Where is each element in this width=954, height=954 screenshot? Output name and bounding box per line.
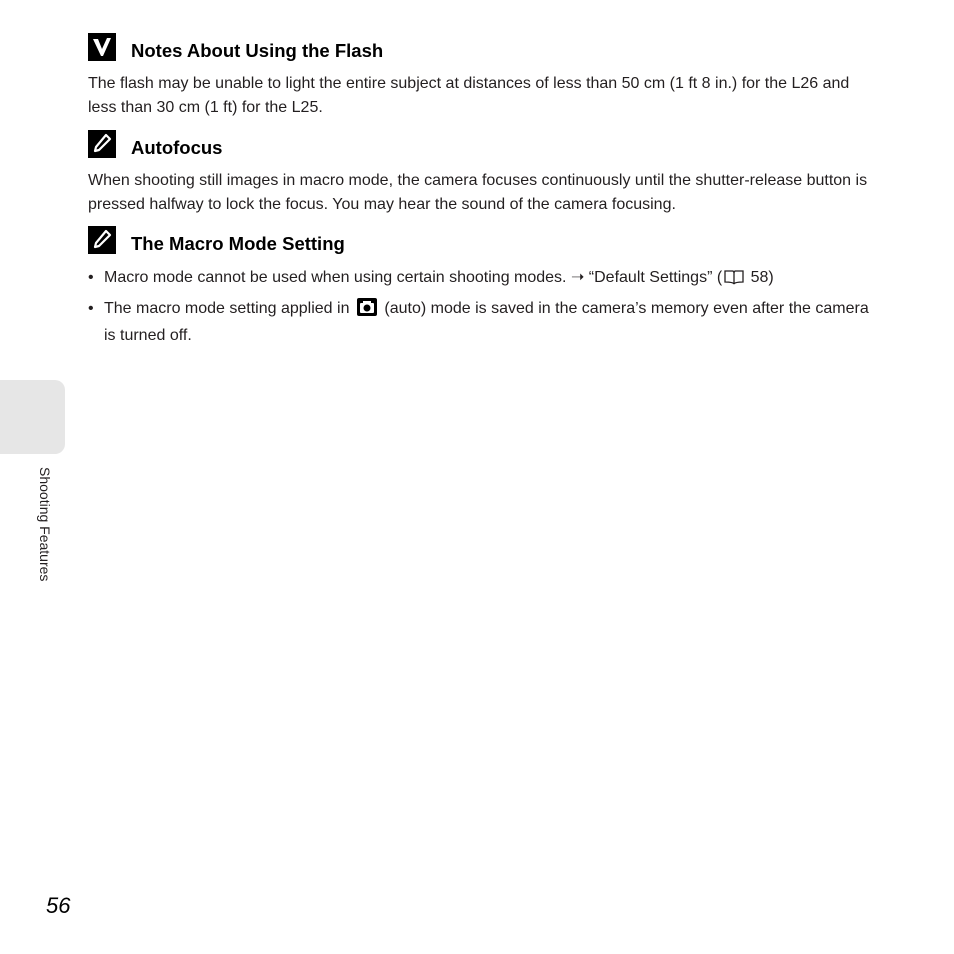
checkmark-caution-icon [88,33,116,61]
bullet-dot: • [88,300,94,317]
section-autofocus [88,136,878,217]
section-header [88,232,878,256]
section-header [88,136,878,160]
section-text [88,169,878,217]
bullet-text: Macro mode cannot be used when using certain shooting modes. ➝ “Default Settings” ( [104,269,723,286]
pencil-note-icon [88,130,116,158]
list-item [88,297,878,348]
section-flash-notes [88,39,878,120]
autofocus-paragraph: When shooting still images in macro mode, the camera focuses continuously until the shutter-release button is pressed halfway to lock the focus. You may hear the sound of the camera focusing. [88,172,868,213]
page-number: 56 [46,893,71,918]
bullet-text: The macro mode setting applied in [104,300,354,317]
bullet-list [88,266,878,348]
bullet-text-continued: (auto) mode is saved in the camera’s memory even after the camera is turned off. [104,300,869,344]
pencil-note-icon [88,226,116,254]
section-macro-mode [88,232,878,352]
page-reference: 58) [746,269,774,286]
section-title: Notes About Using the Flash [131,40,384,61]
chapter-label: Shooting Features [37,467,53,582]
bullet-dot: • [88,269,94,286]
flash-paragraph: The flash may be unable to light the entire subject at distances of less than 50 cm (1 ft 8 in.) for the L26 and less than 30 cm (1 ft) for the L25. [88,75,850,116]
list-item [88,266,878,293]
section-title: Autofocus [131,137,223,158]
section-text [88,72,878,120]
section-header [88,39,878,63]
section-title: The Macro Mode Setting [131,233,345,254]
chapter-tab [0,380,65,454]
book-reference-icon [724,269,744,293]
camera-auto-icon [357,298,377,324]
